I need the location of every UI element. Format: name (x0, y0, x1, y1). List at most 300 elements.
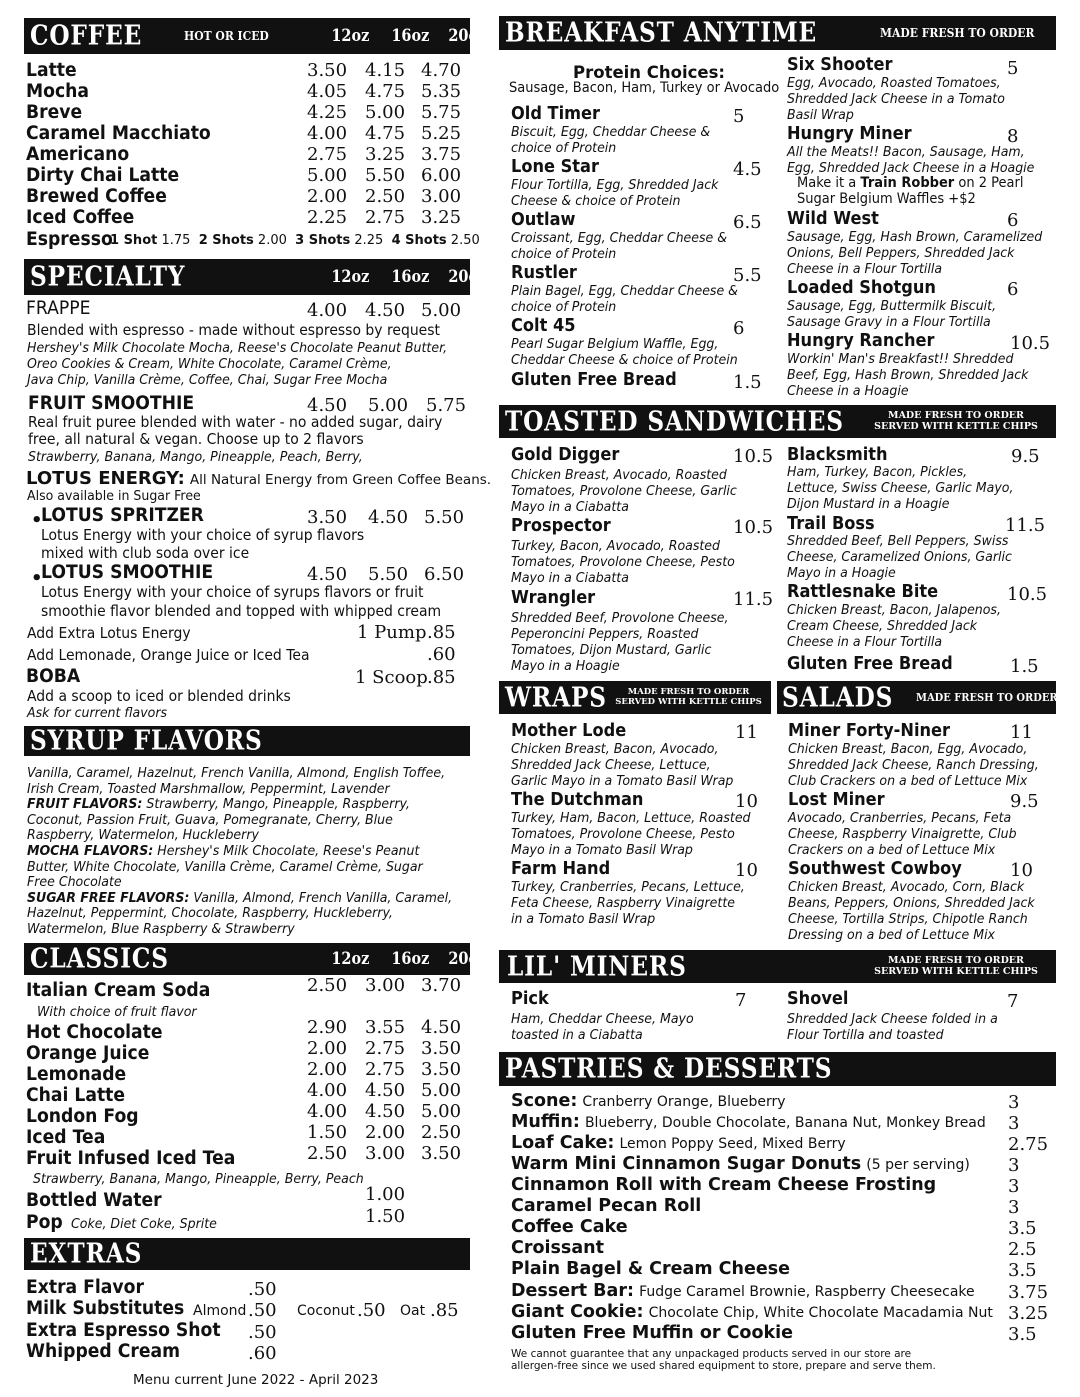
sandwich-desc: Mayo in a Hoagie (787, 565, 896, 581)
lotus-energy-name: LOTUS ENERGY: (26, 468, 185, 489)
frappe-name: FRAPPE (26, 298, 91, 319)
pastry-row (511, 1091, 786, 1111)
pastry-price: 3 (1008, 1197, 1020, 1218)
price-12oz: 4.50 (307, 564, 348, 585)
menu-item-name: Dirty Chai Latte (26, 165, 180, 186)
specialty-header (24, 259, 487, 295)
sandwich-price: 10.5 (733, 446, 774, 467)
pastry-row (511, 1112, 986, 1132)
breakfast-item-desc: Onions, Bell Peppers, Shredded Jack (787, 245, 1015, 261)
wrap-desc: Garlic Mayo in a Tomato Basil Wrap (511, 773, 734, 789)
bullet-icon: • (31, 568, 43, 589)
pop-name: Pop (26, 1212, 63, 1233)
pastry-name: Loaf Cake: (511, 1133, 615, 1153)
lotus-smoothie-name: LOTUS SMOOTHIE (41, 562, 214, 583)
breakfast-item-price: 4.5 (733, 159, 762, 180)
breakfast-item-price: 5.5 (733, 265, 762, 286)
price-20oz: 5.75 (421, 102, 462, 123)
price-16oz: 2.75 (365, 1059, 406, 1080)
breakfast-item-price: 8 (1007, 126, 1019, 147)
lotus-smoothie-desc: Lotus Energy with your choice of syrups flavors or fruit (41, 583, 424, 601)
espresso-option-price: 2.00 (257, 233, 287, 248)
pastry-row (511, 1196, 701, 1216)
pastry-row (511, 1217, 628, 1237)
pastries-title: PASTRIES & DESSERTS (505, 1053, 833, 1085)
syrup-line: Irish Cream, Toasted Marshmallow, Peppermint, Lavender (27, 781, 390, 797)
salad-price: 9.5 (1010, 791, 1039, 812)
boba-price: .85 (427, 667, 456, 688)
price-12oz: 4.25 (307, 102, 348, 123)
boba-desc: Add a scoop to iced or blended drinks (27, 687, 291, 705)
pastry-row (511, 1133, 846, 1153)
lil-miners-header (499, 950, 1056, 983)
price-20oz: 5.35 (421, 81, 462, 102)
sandwich-desc: Lettuce, Swiss Cheese, Garlic Mayo, (787, 480, 1014, 496)
sandwich-desc: Turkey, Bacon, Avocado, Roasted (511, 538, 720, 554)
breakfast-item-desc: Biscuit, Egg, Cheddar Cheese & (511, 124, 711, 140)
price-20oz: 2.50 (421, 1122, 462, 1143)
pastry-price: 3.75 (1008, 1282, 1049, 1303)
price-16oz: 2.75 (365, 207, 406, 228)
pastry-row (511, 1238, 604, 1258)
price-12oz: 2.00 (307, 1059, 348, 1080)
wrap-name: Farm Hand (511, 858, 611, 879)
price-12oz: 3.50 (307, 507, 348, 528)
price-16oz: 4.15 (365, 60, 406, 81)
whipped-cream-name: Whipped Cream (26, 1341, 181, 1362)
pastry-name: Croissant (511, 1238, 604, 1258)
breakfast-item-desc: Flour Tortilla, Egg, Shredded Jack (511, 177, 719, 193)
breakfast-item-price: 5 (1007, 58, 1019, 79)
boba-name: BOBA (26, 666, 81, 687)
breakfast-item-desc: Sausage, Egg, Buttermilk Biscuit, (787, 298, 997, 314)
price-12oz: 4.00 (307, 1080, 348, 1101)
price-16oz: 4.50 (365, 1080, 406, 1101)
wrap-desc: Turkey, Ham, Bacon, Lettuce, Roasted (511, 810, 751, 826)
menu-item-name: Caramel Macchiato (26, 123, 211, 144)
italian-soda-note: With choice of fruit flavor (37, 1004, 197, 1020)
price-16oz: 3.00 (365, 1143, 406, 1164)
sandwiches-subtitle: MADE FRESH TO ORDER SERVED WITH KETTLE CHIPS (874, 410, 1038, 432)
wrap-name: Mother Lode (511, 720, 627, 741)
pastry-price: 3.25 (1008, 1303, 1049, 1324)
sandwich-name: Gold Digger (511, 444, 620, 465)
syrup-line: MOCHA FLAVORS: Hershey's Milk Chocolate, Reese's Peanut (27, 843, 420, 859)
smoothie-name: FRUIT SMOOTHIE (28, 393, 195, 414)
price-16oz: 4.75 (365, 81, 406, 102)
size-12oz: 12oz (331, 26, 370, 46)
frappe-desc: Blended with espresso - made without espresso by request (27, 321, 441, 339)
sandwich-price: 9.5 (1011, 446, 1040, 467)
menu-item-name: Orange Juice (26, 1043, 150, 1064)
breakfast-item-desc: Shredded Jack Cheese in a Tomato (787, 91, 1005, 107)
kids-item-desc: Ham, Cheddar Cheese, Mayo (511, 1011, 694, 1027)
pastry-name: Caramel Pecan Roll (511, 1196, 702, 1216)
price-20oz: 3.50 (421, 1038, 462, 1059)
syrup-line: Free Chocolate (27, 874, 122, 890)
breakfast-item-price: 5 (733, 106, 745, 127)
espresso-option-price: 2.25 (354, 233, 384, 248)
sandwich-desc: Tomatoes, Provolone Cheese, Garlic (511, 483, 737, 499)
train-robber-note-line2: Sugar Belgium Waffles +$2 (797, 191, 976, 207)
breakfast-item-price: 6 (733, 318, 745, 339)
price-20oz: 4.50 (421, 1017, 462, 1038)
menu-item-name: Hot Chocolate (26, 1022, 163, 1043)
espresso-name: Espresso (26, 229, 113, 250)
extras-header (24, 1238, 470, 1270)
kids-item-name: Shovel (787, 988, 849, 1009)
wrap-desc: Chicken Breast, Bacon, Avocado, (511, 741, 719, 757)
salad-price: 11 (1010, 722, 1033, 743)
menu-item-name: Chai Latte (26, 1085, 126, 1106)
breakfast-item-desc: Sausage, Egg, Hash Brown, Caramelized (787, 229, 1043, 245)
menu-item-name: London Fog (26, 1106, 139, 1127)
menu-date-footer: Menu current June 2022 - April 2023 (133, 1372, 379, 1388)
coffee-subtitle: HOT OR ICED (184, 29, 269, 43)
wrap-desc: Feta Cheese, Raspberry Vinaigrette (511, 895, 735, 911)
size-20oz: 20oz (448, 267, 487, 287)
wrap-price: 10 (735, 791, 758, 812)
price-20oz: 3.75 (421, 144, 462, 165)
wrap-name: The Dutchman (511, 789, 644, 810)
milk-option: Coconut (297, 1303, 355, 1319)
price-12oz: 1.50 (307, 1122, 348, 1143)
syrups-title: SYRUP FLAVORS (30, 725, 263, 757)
menu-item-name: Latte (26, 60, 77, 81)
pastry-desc: Chocolate Chip, White Chocolate Macadamia Nut (648, 1305, 993, 1321)
espresso-option-price: 1.75 (161, 233, 191, 248)
pastry-name: Giant Cookie: (511, 1302, 644, 1322)
sandwich-desc: Shredded Beef, Provolone Cheese, (511, 610, 729, 626)
extra-shot-price: .50 (248, 1322, 277, 1343)
bottled-water-price: 1.00 (365, 1184, 406, 1205)
addon-price: .85 (427, 622, 456, 643)
breakfast-item-name: Hungry Rancher (787, 330, 935, 351)
pastry-desc: Blueberry, Double Chocolate, Banana Nut, Monkey Bread (584, 1115, 986, 1131)
spritzer-name: LOTUS SPRITZER (41, 505, 204, 526)
breakfast-item-desc: Plain Bagel, Egg, Cheddar Cheese & (511, 283, 738, 299)
price-20oz: 5.25 (421, 123, 462, 144)
salad-desc: Beans, Peppers, Onions, Shredded Jack (788, 895, 1035, 911)
extras-title: EXTRAS (30, 1238, 143, 1270)
sandwich-desc: Peperoncini Peppers, Roasted (511, 626, 699, 642)
syrup-line: Vanilla, Caramel, Hazelnut, French Vanilla, Almond, English Toffee, (27, 765, 446, 781)
breakfast-item-name: Colt 45 (511, 315, 576, 336)
lotus-energy-line (26, 468, 491, 489)
gluten-free-bread-price: 1.5 (733, 372, 762, 393)
breakfast-item-name: Six Shooter (787, 54, 893, 75)
sandwich-desc: Cream Cheese, Shredded Jack (787, 618, 977, 634)
kids-item-name: Pick (511, 988, 549, 1009)
kids-item-price: 7 (1007, 991, 1019, 1012)
pastry-desc: Cranberry Orange, Blueberry (582, 1094, 786, 1110)
price-16oz: 5.50 (365, 165, 406, 186)
sandwich-desc: Shredded Beef, Bell Peppers, Swiss (787, 533, 1009, 549)
size-12oz: 12oz (331, 267, 370, 287)
wrap-desc: in a Tomato Basil Wrap (511, 911, 656, 927)
sandwich-price: 10.5 (1007, 584, 1048, 605)
sandwich-desc: Mayo in a Ciabatta (511, 499, 629, 515)
price-16oz: 4.50 (365, 1101, 406, 1122)
salad-desc: Shredded Jack Cheese, Ranch Dressing, (788, 757, 1039, 773)
syrup-line: SUGAR FREE FLAVORS: Vanilla, Almond, French Vanilla, Caramel, (27, 890, 453, 906)
price-16oz: 4.50 (368, 507, 409, 528)
breakfast-item-name: Rustler (511, 262, 577, 283)
price-20oz: 5.75 (426, 395, 467, 416)
size-16oz: 16oz (391, 26, 430, 46)
milk-substitutes-name: Milk Substitutes (26, 1298, 185, 1319)
milk-price: .85 (430, 1300, 459, 1321)
wrap-desc: Tomatoes, Provolone Cheese, Pesto (511, 826, 735, 842)
price-12oz: 4.00 (307, 300, 348, 321)
pastry-price: 3 (1008, 1092, 1020, 1113)
wraps-title: WRAPS (505, 682, 607, 713)
breakfast-item-desc: Cheese in a Hoagie (787, 383, 909, 399)
pastry-price: 2.75 (1008, 1134, 1049, 1155)
addon-label: Add Extra Lotus Energy (27, 624, 191, 642)
sandwich-price: 11.5 (733, 589, 774, 610)
sandwich-desc: Tomatoes, Dijon Mustard, Garlic (511, 642, 712, 658)
menu-item-name: Breve (26, 102, 83, 123)
syrup-line: Butter, White Chocolate, Vanilla Crème, Caramel Crème, Sugar (27, 859, 423, 875)
sandwich-desc: Mayo in a Hoagie (511, 658, 620, 674)
breakfast-item-name: Lone Star (511, 156, 599, 177)
espresso-options (110, 233, 480, 248)
pastry-name: Muffin: (511, 1112, 580, 1132)
menu-item-name: Mocha (26, 81, 90, 102)
breakfast-item-desc: Beef, Egg, Hash Brown, Shredded Jack (787, 367, 1029, 383)
breakfast-item-price: 6 (1007, 210, 1019, 231)
addon-label: Add Lemonade, Orange Juice or Iced Tea (27, 646, 310, 664)
pastry-price: 3.5 (1008, 1324, 1037, 1345)
sandwiches-header (499, 405, 1056, 438)
price-16oz: 4.75 (365, 123, 406, 144)
breakfast-item-name: Outlaw (511, 209, 576, 230)
price-12oz: 2.00 (307, 186, 348, 207)
price-12oz: 4.50 (307, 395, 348, 416)
smoothie-desc: Real fruit puree blended with water - no added sugar, dairy (28, 413, 443, 431)
sandwich-desc: Mayo in a Ciabatta (511, 570, 629, 586)
train-robber-note: Make it a Train Robber on 2 Pearl (797, 175, 1024, 191)
pastry-desc: Lemon Poppy Seed, Mixed Berry (619, 1136, 846, 1152)
price-12oz: 2.00 (307, 1038, 348, 1059)
menu-item-name: Brewed Coffee (26, 186, 167, 207)
coffee-title: COFFEE (30, 20, 143, 52)
wrap-desc: Shredded Jack Cheese, Lettuce, (511, 757, 711, 773)
sandwiches-title: TOASTED SANDWICHES (505, 406, 844, 437)
breakfast-item-desc: Basil Wrap (787, 107, 854, 123)
salads-header (777, 681, 1056, 714)
pastry-price: 3 (1008, 1176, 1020, 1197)
allergen-disclaimer: We cannot guarantee that any unpackaged products served in our store are (511, 1348, 912, 1360)
price-12oz: 2.50 (307, 975, 348, 996)
spritzer-desc: mixed with club soda over ice (41, 544, 250, 562)
sandwich-name: Rattlesnake Bite (787, 581, 939, 602)
milk-option: Oat (400, 1303, 426, 1319)
salad-desc: Cheese, Raspberry Vinaigrette, Club (788, 826, 1017, 842)
syrup-line: FRUIT FLAVORS: Strawberry, Mango, Pineapple, Raspberry, (27, 796, 410, 812)
pastry-desc: Fudge Caramel Brownie, Raspberry Cheesecake (639, 1284, 975, 1300)
price-20oz: 5.00 (421, 300, 462, 321)
wrap-price: 10 (735, 860, 758, 881)
kids-item-price: 7 (735, 990, 747, 1011)
size-16oz: 16oz (391, 267, 430, 287)
sandwich-desc: Dijon Mustard in a Hoagie (787, 496, 950, 512)
wraps-header (499, 681, 771, 714)
espresso-option-label: 2 Shots (198, 233, 254, 248)
price-16oz: 5.00 (365, 102, 406, 123)
price-12oz: 4.00 (307, 1101, 348, 1122)
pastry-desc: (5 per serving) (866, 1157, 970, 1173)
lil-miners-subtitle: MADE FRESH TO ORDER SERVED WITH KETTLE CHIPS (874, 955, 1038, 977)
wrap-price: 11 (735, 722, 758, 743)
salad-desc: Avocado, Cranberries, Pecans, Feta (788, 810, 1012, 826)
salad-desc: Chicken Breast, Bacon, Egg, Avocado, (788, 741, 1028, 757)
salad-name: Lost Miner (788, 789, 885, 810)
gluten-free-bread-price: 1.5 (1010, 656, 1039, 677)
protein-list: Sausage, Bacon, Ham, Turkey or Avocado (509, 80, 780, 96)
price-20oz: 3.70 (421, 975, 462, 996)
lotus-energy-desc2: Also available in Sugar Free (27, 488, 201, 504)
price-20oz: 3.25 (421, 207, 462, 228)
breakfast-item-desc: Croissant, Egg, Cheddar Cheese & (511, 230, 728, 246)
breakfast-item-desc: choice of Protein (511, 299, 617, 315)
salad-name: Miner Forty-Niner (788, 720, 950, 741)
frappe-flavors: Java Chip, Vanilla Crème, Coffee, Chai, Sugar Free Mocha (27, 372, 388, 388)
sandwich-desc: Cheese in a Flour Tortilla (787, 634, 943, 650)
pastry-name: Warm Mini Cinnamon Sugar Donuts (511, 1154, 862, 1174)
menu-item-name: Americano (26, 144, 130, 165)
salad-name: Southwest Cowboy (788, 858, 962, 879)
wraps-subtitle: MADE FRESH TO ORDER SERVED WITH KETTLE CHIPS (615, 687, 762, 707)
pop-price: 1.50 (365, 1206, 406, 1227)
kids-item-desc: Flour Tortilla and toasted (787, 1027, 944, 1043)
breakfast-item-price: 6 (1007, 279, 1019, 300)
price-20oz: 4.70 (421, 60, 462, 81)
salad-desc: Cheese, Tortilla Strips, Chipotle Ranch (788, 911, 1028, 927)
breakfast-title: BREAKFAST ANYTIME (505, 17, 818, 49)
price-16oz: 2.00 (365, 1122, 406, 1143)
pastry-row (511, 1154, 970, 1174)
smoothie-flavors: Strawberry, Banana, Mango, Pineapple, Peach, Berry, (28, 449, 363, 465)
classics-title: CLASSICS (30, 943, 169, 975)
price-20oz: 3.50 (421, 1059, 462, 1080)
whipped-cream-price: .60 (248, 1343, 277, 1364)
espresso-option-label: 4 Shots (391, 233, 447, 248)
breakfast-item-name: Loaded Shotgun (787, 277, 936, 298)
sandwich-desc: Cheese, Caramelized Onions, Garlic (787, 549, 1012, 565)
price-12oz: 5.00 (307, 165, 348, 186)
salad-price: 10 (1010, 860, 1033, 881)
size-20oz: 20oz (448, 26, 487, 46)
sandwich-name: Wrangler (511, 587, 596, 608)
syrup-line: Hazelnut, Peppermint, Chocolate, Raspberry, Huckleberry, (27, 905, 393, 921)
syrups-header (24, 726, 470, 756)
boba-qty: 1 Scoop (355, 667, 428, 688)
addon-qty: 1 Pump (357, 622, 427, 643)
menu-item-name: Fruit Infused Iced Tea (26, 1148, 236, 1169)
breakfast-item-desc: Egg, Avocado, Roasted Tomatoes, (787, 75, 1001, 91)
italian-soda-name: Italian Cream Soda (26, 980, 211, 1001)
syrup-line: Watermelon, Blue Raspberry & Strawberry (27, 921, 295, 937)
breakfast-item-desc: choice of Protein (511, 140, 617, 156)
sandwich-price: 11.5 (1005, 515, 1046, 536)
frappe-flavors: Hershey's Milk Chocolate Mocha, Reese's Chocolate Peanut Butter, (27, 340, 448, 356)
sandwich-name: Prospector (511, 515, 611, 536)
size-20oz: 20oz (448, 949, 487, 969)
breakfast-item-desc: All the Meats!! Bacon, Sausage, Ham, (787, 144, 1025, 160)
wrap-desc: Mayo in a Tomato Basil Wrap (511, 842, 693, 858)
breakfast-header (499, 16, 1056, 50)
extra-flavor-price: .50 (248, 1279, 277, 1300)
price-20oz: 6.50 (424, 564, 465, 585)
sandwich-desc: Tomatoes, Provolone Cheese, Pesto (511, 554, 735, 570)
wrap-desc: Turkey, Cranberries, Pecans, Lettuce, (511, 879, 745, 895)
salad-desc: Chicken Breast, Avocado, Corn, Black (788, 879, 1025, 895)
pastry-price: 3.5 (1008, 1260, 1037, 1281)
pastry-row (511, 1281, 975, 1301)
price-16oz: 3.55 (365, 1017, 406, 1038)
kids-item-desc: toasted in a Ciabatta (511, 1027, 643, 1043)
gluten-free-bread-name: Gluten Free Bread (511, 369, 677, 390)
salad-desc: Crackers on a bed of Lettuce Mix (788, 842, 996, 858)
lotus-smoothie-desc: smoothie flavor blended and topped with whipped cream (41, 602, 442, 620)
price-20oz: 3.00 (421, 186, 462, 207)
salad-desc: Club Crackers on a bed of Lettuce Mix (788, 773, 1028, 789)
breakfast-item-name: Wild West (787, 208, 879, 229)
breakfast-item-desc: Workin' Man's Breakfast!! Shredded (787, 351, 1014, 367)
lotus-energy-desc: All Natural Energy from Green Coffee Beans. (189, 472, 492, 488)
breakfast-item-desc: choice of Protein (511, 246, 617, 262)
espresso-option-label: 3 Shots (295, 233, 351, 248)
pastry-name: Scone: (511, 1091, 578, 1111)
price-16oz: 3.25 (365, 144, 406, 165)
milk-option: Almond (193, 1303, 247, 1319)
espresso-option-label: 1 Shot (110, 233, 158, 248)
addon-price: .60 (427, 644, 456, 665)
breakfast-item-desc: Sausage Gravy in a Flour Tortilla (787, 314, 991, 330)
sandwich-name: Trail Boss (787, 513, 875, 534)
price-20oz: 5.00 (421, 1080, 462, 1101)
milk-price: .50 (248, 1300, 277, 1321)
lil-miners-title: LIL' MINERS (507, 951, 687, 982)
sandwich-desc: Chicken Breast, Avocado, Roasted (511, 467, 727, 483)
price-20oz: 3.50 (421, 1143, 462, 1164)
price-12oz: 2.25 (307, 207, 348, 228)
boba-note: Ask for current flavors (27, 705, 168, 721)
breakfast-item-desc: Pearl Sugar Belgium Waffle, Egg, (511, 336, 719, 352)
breakfast-subtitle: MADE FRESH TO ORDER (880, 26, 1035, 40)
pastry-price: 2.5 (1008, 1239, 1037, 1260)
price-16oz: 4.50 (365, 300, 406, 321)
gluten-free-bread-name: Gluten Free Bread (787, 653, 953, 674)
classics-header (24, 943, 487, 975)
price-12oz: 2.50 (307, 1143, 348, 1164)
protein-title: Protein Choices: (573, 63, 726, 82)
salads-title: SALADS (782, 682, 894, 713)
price-16oz: 5.50 (368, 564, 409, 585)
pastry-row (511, 1259, 790, 1279)
smoothie-desc: free, all natural & vegan. Choose up to 2 flavors (28, 430, 364, 448)
tea-flavors: Strawberry, Banana, Mango, Pineapple, Berry, Peach (33, 1171, 364, 1187)
price-16oz: 3.00 (365, 975, 406, 996)
price-12oz: 2.75 (307, 144, 348, 165)
kids-item-desc: Shredded Jack Cheese folded in a (787, 1011, 998, 1027)
breakfast-item-price: 6.5 (733, 212, 762, 233)
syrup-line: Coconut, Passion Fruit, Guava, Pomegranate, Cherry, Blue (27, 812, 393, 828)
pastry-name: Coffee Cake (511, 1217, 628, 1237)
milk-price: .50 (357, 1300, 386, 1321)
